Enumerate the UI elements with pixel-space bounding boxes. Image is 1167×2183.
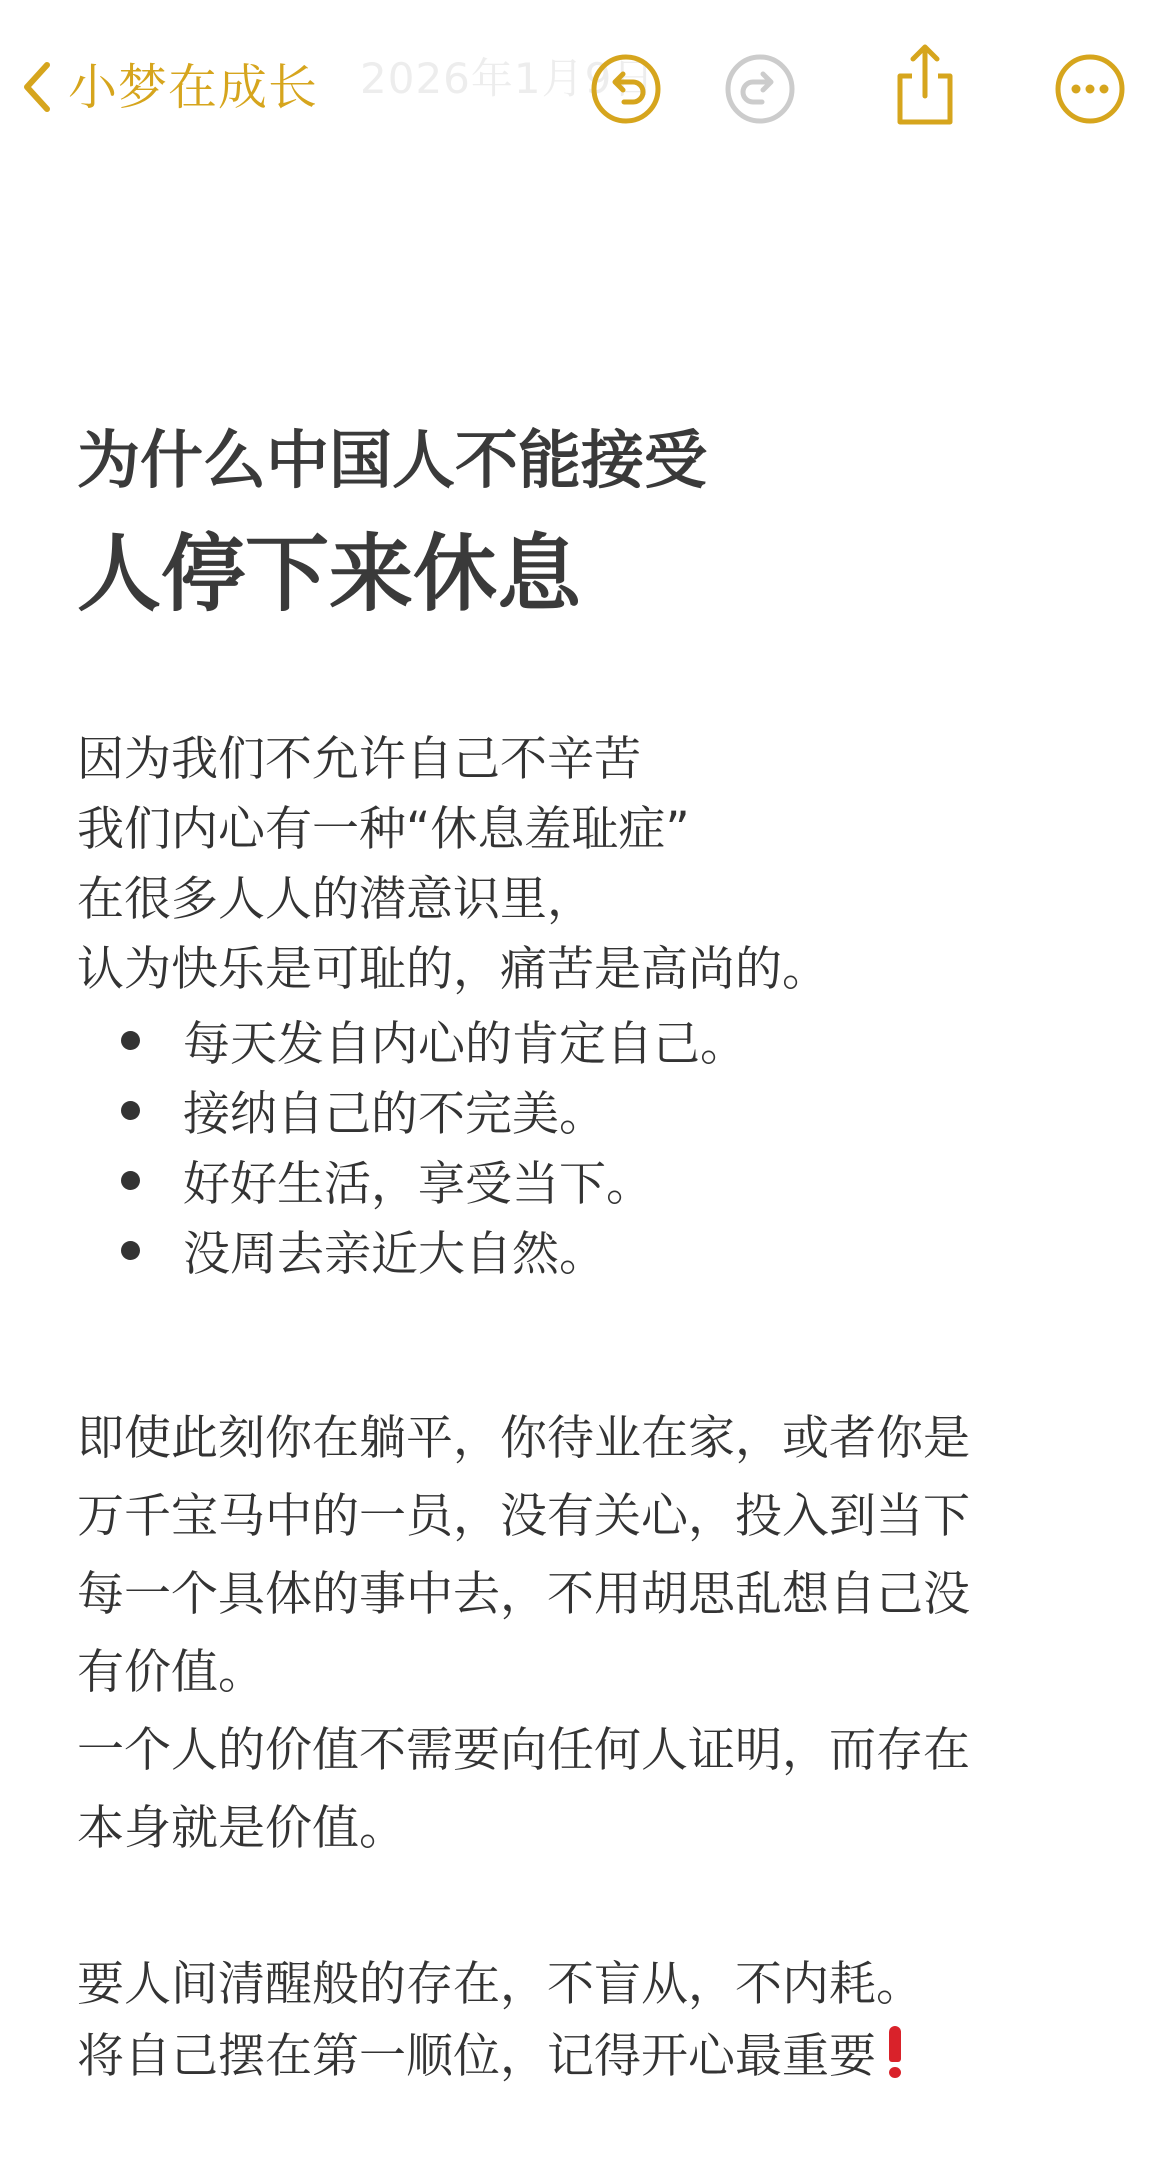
bullet-dot-icon: [121, 1101, 140, 1120]
bullet-text: 好好生活，享受当下。: [183, 1156, 653, 1212]
paragraph-line: 要人间清醒般的存在，不盲从，不内耗。: [77, 1957, 923, 2012]
share-icon: [888, 42, 962, 126]
paragraph-line-final: [77, 2021, 1097, 2093]
undo-icon: [589, 52, 663, 126]
intro-block: [77, 725, 829, 1285]
paragraph-2: [77, 1949, 1097, 2093]
redo-icon: [723, 52, 797, 126]
note-title-line-2: 人停下来休息: [77, 525, 582, 623]
notes-toolbar: [0, 0, 1167, 175]
bullet-dot-icon: [121, 1171, 140, 1190]
bullet-item: [77, 1145, 829, 1215]
more-button[interactable]: [1053, 52, 1127, 126]
paragraph-line: 即使此刻你在躺平，你待业在家，或者你是: [77, 1411, 970, 1466]
intro-line: 因为我们不允许自己不辛苦: [77, 732, 641, 787]
paragraph-line-text: 将自己摆在第一顺位，记得开心最重要: [77, 2029, 876, 2084]
note-title-line-1: 为什么中国人不能接受: [77, 424, 707, 497]
bullet-item: [77, 1075, 829, 1145]
intro-line: 认为快乐是可耻的，痛苦是高尚的。: [77, 942, 829, 997]
bullet-text: 每天发自内心的肯定自己。: [183, 1016, 747, 1072]
back-button[interactable]: [22, 50, 318, 124]
paragraph-line: 万千宝马中的一员，没有关心，投入到当下: [77, 1489, 970, 1544]
redo-button[interactable]: [723, 52, 797, 126]
back-label: 小梦在成长: [68, 58, 319, 116]
paragraph-line: 本身就是价值。: [77, 1801, 406, 1856]
undo-button[interactable]: [589, 52, 663, 126]
red-exclamation-icon: [888, 2026, 902, 2078]
share-button[interactable]: [888, 42, 962, 126]
paragraph-line: 每一个具体的事中去，不用胡思乱想自己没: [77, 1567, 970, 1622]
paragraph-1: [77, 1400, 1097, 1868]
paragraph-line: 有价值。: [77, 1645, 265, 1700]
bullet-item: [77, 1215, 829, 1285]
more-icon: [1053, 52, 1127, 126]
paragraph-line: 一个人的价值不需要向任何人证明，而存在: [77, 1723, 970, 1778]
intro-line: 我们内心有一种“休息羞耻症”: [77, 802, 690, 857]
bullet-item: [77, 1005, 829, 1075]
intro-line: 在很多人人的潜意识里，: [77, 872, 594, 927]
bullet-text: 没周去亲近大自然。: [183, 1226, 606, 1282]
bullet-dot-icon: [121, 1031, 140, 1050]
bullet-list: [77, 1005, 829, 1285]
chevron-left-icon: [22, 61, 52, 113]
bullet-dot-icon: [121, 1241, 140, 1260]
bullet-text: 接纳自己的不完美。: [183, 1086, 606, 1142]
note-date: 2026年1月9日: [360, 54, 656, 103]
